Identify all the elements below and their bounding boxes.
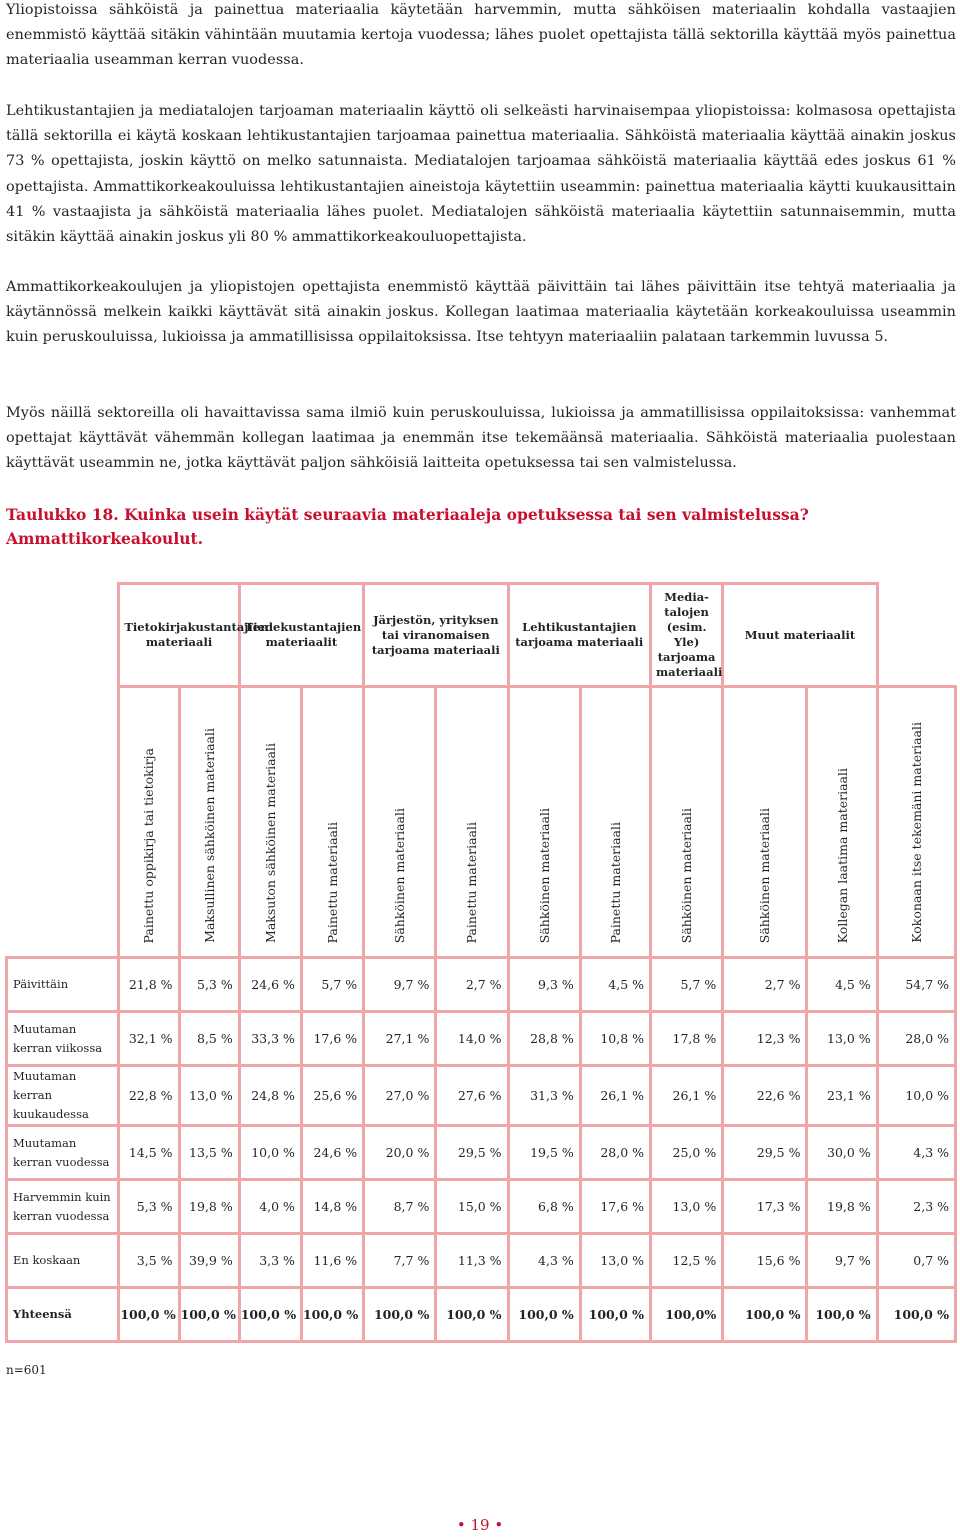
table-cell: 17,6 % [301, 1012, 363, 1066]
column-header: Painettu oppikirja tai tietokirja [119, 687, 179, 958]
table-cell: 27,0 % [364, 1066, 436, 1126]
table-cell: 28,8 % [508, 1012, 580, 1066]
table-cell: 13,0 % [179, 1066, 239, 1126]
table-cell: 33,3 % [239, 1012, 301, 1066]
table-cell: 2,7 % [723, 958, 807, 1012]
row-label: Muutaman kerran vuodessa [7, 1126, 119, 1180]
intro-paragraph: Yliopistoissa sähköistä ja painettua materiaalia käytetään harvemmin, mutta sähköisen materiaalin kohdalla vastaajien enemmistö käyttää sitäkin vähintään muutamia kertoja vuodessa; lähes puolet opettajista tällä sektorilla käyttää myös painettua materiaalia useamman kerran vuodessa. [6, 2, 956, 69]
table-cell: 24,6 % [239, 958, 301, 1012]
table-cell: 39,9 % [179, 1234, 239, 1288]
usage-table [5, 582, 957, 1343]
table-row [7, 1126, 956, 1180]
table-cell: 19,8 % [179, 1180, 239, 1234]
bullet-icon: • [456, 1516, 466, 1534]
paragraph-self-made: Ammattikorkeakoulujen ja yliopistojen opettajista enemmistö käyttää päivittäin tai lähes päivittäin itse tehtyä materiaalia ja käytännössä melkein kaikki käyttävät sitä ainakin joskus. Kollegan laatimaa materiaalia käytetään korkeakouluissa useammin kuin peruskouluissa, lukioissa ja ammatillisissa oppilaitoksissa. Itse tehtyyn materiaaliin palataan tarkemmin luvussa 5. [6, 279, 956, 346]
bullet-icon: • [494, 1516, 504, 1534]
table-cell: 9,7 % [364, 958, 436, 1012]
table-cell: 100,0 % [723, 1288, 807, 1342]
table-cell: 5,7 % [651, 958, 723, 1012]
table-cell: 19,5 % [508, 1126, 580, 1180]
column-header: Maksuton sähköinen materiaali [239, 687, 301, 958]
table-cell: 4,5 % [580, 958, 650, 1012]
table-cell: 11,3 % [436, 1234, 508, 1288]
row-label: En koskaan [7, 1234, 119, 1288]
table-cell: 100,0 % [580, 1288, 650, 1342]
group-header: Järjestön, yrityksen tai viranomaisen tarjoama materiaali [364, 584, 508, 687]
paragraph-age: Myös näillä sektoreilla oli havaittavissa sama ilmiö kuin peruskouluissa, lukioissa ja ammatillisissa oppilaitoksissa: vanhemmat opettajat käyttävät vähemmän kollegan laatimaa ja enemmän itse tekemäänsä materiaalia. Sähköistä materiaalia puolestaan käyttävät useammin ne, jotka käyttävät paljon sähköisiä laitteita opetuksessa tai sen valmistelussa. [6, 405, 956, 472]
table-cell: 29,5 % [436, 1126, 508, 1180]
group-header: Muut materiaalit [723, 584, 877, 687]
group-header-row [7, 584, 956, 687]
table-cell: 8,5 % [179, 1012, 239, 1066]
table-cell: 4,0 % [239, 1180, 301, 1234]
table-cell: 4,3 % [877, 1126, 955, 1180]
table-cell: 26,1 % [580, 1066, 650, 1126]
table-cell: 13,5 % [179, 1126, 239, 1180]
table-cell: 21,8 % [119, 958, 179, 1012]
table-cell: 100,0 % [179, 1288, 239, 1342]
table-cell: 6,8 % [508, 1180, 580, 1234]
table-row [7, 1288, 956, 1342]
corner-cell [7, 687, 119, 958]
table-cell: 15,0 % [436, 1180, 508, 1234]
column-header: Sähköinen materiaali [364, 687, 436, 958]
table-cell: 29,5 % [723, 1126, 807, 1180]
table-cell: 100,0% [651, 1288, 723, 1342]
table-cell: 100,0 % [301, 1288, 363, 1342]
table-caption-title: Taulukko 18. Kuinka usein käytät seuraavia materiaaleja opetuksessa tai sen valmistelussa? [6, 505, 809, 524]
table-cell: 22,8 % [119, 1066, 179, 1126]
row-label: Päivittäin [7, 958, 119, 1012]
table-cell: 100,0 % [119, 1288, 179, 1342]
sample-size-note: n=601 [6, 1363, 47, 1377]
table-cell: 15,6 % [723, 1234, 807, 1288]
table-cell: 26,1 % [651, 1066, 723, 1126]
paragraph-media: Lehtikustantajien ja mediatalojen tarjoaman materiaalin käyttö oli selkeästi harvinaisempaa yliopistoissa: kolmasosa opettajista tällä sektorilla ei käytä koskaan lehtikustantajien tarjoamaa painettua materiaalia. Sähköistä materiaalia käyttää ainakin joskus 73 % opettajista, joskin käyttö on melko satunnaista. Mediatalojen tarjoamaa sähköistä materiaalia käyttää edes joskus 61 % opettajista. Ammattikorkeakouluissa lehtikustantajien aineistoja käytettiin useammin: painettua materiaalia käytti kuukausittain 41 % vastaajista ja sähköistä materiaalia lähes puolet. Mediatalojen sähköistä materiaalia käytettiin satunnaisemmin, mutta sitäkin käyttää ainakin joskus yli 80 % ammattikorkeakouluopettajista. [6, 103, 956, 246]
table-cell: 100,0 % [436, 1288, 508, 1342]
column-header: Painettu materiaali [436, 687, 508, 958]
row-label: Muutaman kerran viikossa [7, 1012, 119, 1066]
table-cell: 3,3 % [239, 1234, 301, 1288]
table-cell: 12,3 % [723, 1012, 807, 1066]
table-cell: 14,0 % [436, 1012, 508, 1066]
column-header: Kollegan laatima materiaali [807, 687, 877, 958]
table-cell: 31,3 % [508, 1066, 580, 1126]
row-label: Muutaman kerran kuukaudessa [7, 1066, 119, 1126]
table-cell: 10,0 % [877, 1066, 955, 1126]
page-number-value: 19 [470, 1516, 490, 1534]
table-cell: 23,1 % [807, 1066, 877, 1126]
table-cell: 5,3 % [119, 1180, 179, 1234]
table-cell: 100,0 % [364, 1288, 436, 1342]
column-header: Maksullinen sähköinen materiaali [179, 687, 239, 958]
table-cell: 20,0 % [364, 1126, 436, 1180]
table-cell: 22,6 % [723, 1066, 807, 1126]
group-header: Tiedekustantajien materiaalit [239, 584, 363, 687]
table-cell: 12,5 % [651, 1234, 723, 1288]
table-row [7, 1180, 956, 1234]
table-caption [6, 503, 906, 551]
table-row [7, 1066, 956, 1126]
table-cell: 24,6 % [301, 1126, 363, 1180]
column-header: Sähköinen materiaali [508, 687, 580, 958]
table-cell: 32,1 % [119, 1012, 179, 1066]
table-cell: 17,3 % [723, 1180, 807, 1234]
page-number [0, 1516, 960, 1534]
table-cell: 4,3 % [508, 1234, 580, 1288]
row-label: Harvemmin kuin kerran vuodessa [7, 1180, 119, 1234]
table-row [7, 958, 956, 1012]
table-cell: 27,6 % [436, 1066, 508, 1126]
group-header: Lehtikustantajien tarjoama materiaali [508, 584, 650, 687]
table-cell: 100,0 % [807, 1288, 877, 1342]
table-cell: 2,7 % [436, 958, 508, 1012]
table-cell: 9,3 % [508, 958, 580, 1012]
table-cell: 17,6 % [580, 1180, 650, 1234]
table-cell: 3,5 % [119, 1234, 179, 1288]
column-header: Painettu materiaali [580, 687, 650, 958]
table-cell: 17,8 % [651, 1012, 723, 1066]
table-cell: 100,0 % [239, 1288, 301, 1342]
table-cell: 27,1 % [364, 1012, 436, 1066]
table-cell: 7,7 % [364, 1234, 436, 1288]
table-cell: 2,3 % [877, 1180, 955, 1234]
table-cell: 4,5 % [807, 958, 877, 1012]
column-header: Sähköinen materiaali [651, 687, 723, 958]
table-caption-subtitle: Ammattikorkeakoulut. [6, 529, 204, 548]
table-cell: 54,7 % [877, 958, 955, 1012]
column-header: Sähköinen materiaali [723, 687, 807, 958]
table-row [7, 1234, 956, 1288]
table-cell: 30,0 % [807, 1126, 877, 1180]
table-body [7, 958, 956, 1342]
group-header: Media-talojen (esim. Yle) tarjoama materiaali [651, 584, 723, 687]
table-cell: 14,8 % [301, 1180, 363, 1234]
table-cell: 13,0 % [807, 1012, 877, 1066]
table-cell: 5,7 % [301, 958, 363, 1012]
table-cell: 0,7 % [877, 1234, 955, 1288]
table-cell: 25,0 % [651, 1126, 723, 1180]
table-cell: 24,8 % [239, 1066, 301, 1126]
table-row [7, 1012, 956, 1066]
table-cell: 19,8 % [807, 1180, 877, 1234]
table-cell: 100,0 % [877, 1288, 955, 1342]
table-cell: 25,6 % [301, 1066, 363, 1126]
column-header-row [7, 687, 956, 958]
table-cell: 28,0 % [877, 1012, 955, 1066]
group-header: Tietokirjakustantajien materiaali [119, 584, 239, 687]
row-label: Yhteensä [7, 1288, 119, 1342]
table-cell: 13,0 % [651, 1180, 723, 1234]
table-cell: 9,7 % [807, 1234, 877, 1288]
table-cell: 5,3 % [179, 958, 239, 1012]
corner-cell [7, 584, 119, 687]
table-cell: 100,0 % [508, 1288, 580, 1342]
table-cell: 8,7 % [364, 1180, 436, 1234]
table-cell: 14,5 % [119, 1126, 179, 1180]
column-header: Kokonaan itse tekemäni materiaali [877, 687, 955, 958]
table-cell: 10,0 % [239, 1126, 301, 1180]
table-cell: 13,0 % [580, 1234, 650, 1288]
table-cell: 10,8 % [580, 1012, 650, 1066]
column-header: Painettu materiaali [301, 687, 363, 958]
table-cell: 11,6 % [301, 1234, 363, 1288]
table-cell: 28,0 % [580, 1126, 650, 1180]
